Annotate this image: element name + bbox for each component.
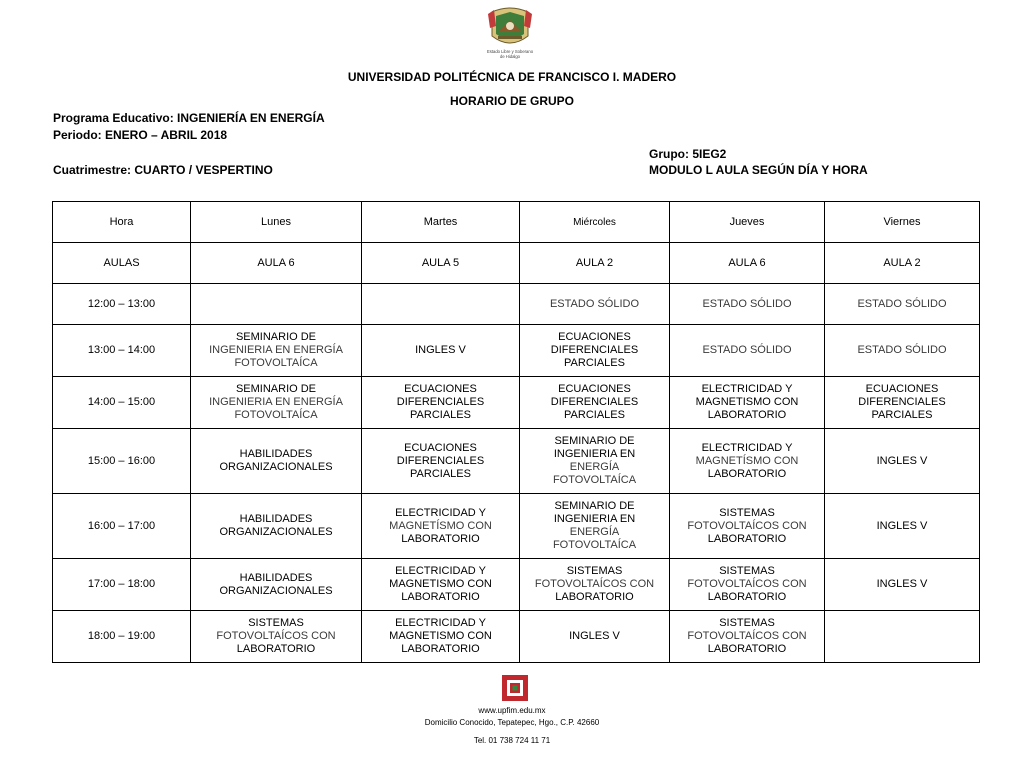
cell-text-line: DIFERENCIALES bbox=[396, 454, 485, 467]
schedule-table bbox=[52, 201, 980, 663]
class-cell bbox=[362, 377, 520, 429]
table-header-row-cell: Hora bbox=[53, 202, 191, 243]
cell-text-line: LABORATORIO bbox=[401, 643, 480, 655]
cell-text-line: ECUACIONES bbox=[865, 383, 939, 395]
cell-text-line: ESTADO SÓLIDO bbox=[857, 297, 947, 310]
periodo: Periodo: ENERO – ABRIL 2018 bbox=[53, 128, 228, 142]
table-row bbox=[53, 559, 980, 611]
class-cell bbox=[670, 377, 825, 429]
cell-text-line: MAGNETÍSMO CON bbox=[695, 454, 799, 467]
cell-text-line: LABORATORIO bbox=[707, 409, 787, 421]
schedule-subtitle: HORARIO DE GRUPO bbox=[449, 94, 574, 108]
cell-text-line: LABORATORIO bbox=[401, 591, 480, 603]
cell-text-line: LABORATORIO bbox=[236, 643, 316, 655]
hidalgo-seal-icon bbox=[484, 6, 536, 62]
cell-text-line: ECUACIONES bbox=[404, 383, 477, 395]
cell-text-line: HABILIDADES bbox=[239, 571, 313, 584]
cell-text-line: SISTEMAS bbox=[248, 617, 304, 629]
cell-text-line: PARCIALES bbox=[410, 409, 471, 421]
class-cell bbox=[520, 559, 670, 611]
table-row bbox=[53, 284, 980, 325]
class-cell bbox=[520, 611, 670, 663]
aulas-row-cell: AULA 5 bbox=[362, 243, 520, 284]
cell-text-line: ORGANIZACIONALES bbox=[219, 526, 333, 538]
aulas-row-cell: AULA 6 bbox=[670, 243, 825, 284]
class-cell bbox=[825, 429, 980, 494]
cell-text-line: SEMINARIO DE bbox=[554, 500, 635, 512]
class-cell bbox=[825, 494, 980, 559]
seal-caption-line-2: de Hidalgo bbox=[499, 54, 521, 59]
cell-text-line: INGLES V bbox=[876, 454, 928, 467]
cell-text-line: FOTOVOLTAÍCA bbox=[234, 409, 318, 421]
time-slot: 12:00 – 13:00 bbox=[53, 284, 191, 325]
class-cell bbox=[191, 284, 362, 325]
cell-text-line: MAGNETISMO CON bbox=[389, 578, 492, 590]
cell-text-line: MAGNETISMO CON bbox=[389, 630, 492, 642]
cell-text-line: ECUACIONES bbox=[558, 383, 631, 395]
table-row bbox=[53, 429, 980, 494]
cell-text-line: ENERGÍA bbox=[569, 526, 620, 538]
class-cell bbox=[362, 325, 520, 377]
programa-educativo: Programa Educativo: INGENIERÍA EN ENERGÍA bbox=[53, 111, 325, 125]
table-header-row bbox=[53, 202, 980, 243]
class-cell bbox=[520, 429, 670, 494]
cell-text-line: INGENIERIA EN bbox=[553, 448, 636, 460]
cell-text-line: SEMINARIO DE bbox=[235, 383, 317, 395]
class-cell bbox=[520, 377, 670, 429]
cell-text-line: DIFERENCIALES bbox=[858, 396, 946, 408]
cell-text-line: FOTOVOLTAÍCOS CON bbox=[687, 630, 807, 642]
cell-text-line: INGENIERIA EN ENERGÍA bbox=[209, 344, 343, 356]
aulas-row-cell: AULAS bbox=[53, 243, 191, 284]
class-cell bbox=[191, 611, 362, 663]
cell-text-line: SISTEMAS bbox=[566, 565, 623, 577]
cell-text-line: PARCIALES bbox=[564, 409, 625, 421]
cell-text-line: SEMINARIO DE bbox=[554, 435, 635, 447]
time-slot: 13:00 – 14:00 bbox=[53, 325, 191, 377]
cell-text-line: ESTADO SÓLIDO bbox=[549, 297, 640, 310]
footer-phone: Tel. 01 738 724 11 71 bbox=[473, 736, 551, 745]
cell-text-line: DIFERENCIALES bbox=[550, 344, 639, 356]
cell-text-line: LABORATORIO bbox=[707, 532, 787, 545]
cell-text-line: ECUACIONES bbox=[404, 441, 477, 454]
class-cell bbox=[520, 284, 670, 325]
table-row bbox=[53, 325, 980, 377]
class-cell bbox=[670, 325, 825, 377]
cell-text-line: INGLES V bbox=[876, 578, 928, 590]
cell-text-line: FOTOVOLTAÍCOS CON bbox=[687, 519, 807, 532]
cell-text-line: ESTADO SÓLIDO bbox=[702, 297, 792, 310]
time-slot: 14:00 – 15:00 bbox=[53, 377, 191, 429]
footer-address: Domicilio Conocido, Tepatepec, Hgo., C.P. 42660 bbox=[424, 718, 600, 727]
cell-text-line: ESTADO SÓLIDO bbox=[702, 344, 792, 356]
class-cell bbox=[670, 284, 825, 325]
cell-text-line: MAGNETISMO CON bbox=[695, 396, 799, 408]
table-row bbox=[53, 494, 980, 559]
class-cell bbox=[825, 611, 980, 663]
class-cell bbox=[520, 325, 670, 377]
class-cell bbox=[825, 559, 980, 611]
cell-text-line: FOTOVOLTAÍCOS CON bbox=[216, 630, 336, 642]
cell-text-line: FOTOVOLTAÍCOS CON bbox=[687, 578, 807, 590]
class-cell bbox=[670, 494, 825, 559]
cell-text-line: PARCIALES bbox=[871, 409, 933, 421]
cell-text-line: ELECTRICIDAD Y bbox=[701, 383, 793, 395]
table-header-row-cell: Viernes bbox=[825, 202, 980, 243]
class-cell bbox=[670, 559, 825, 611]
cell-text-line: ORGANIZACIONALES bbox=[219, 584, 333, 597]
time-slot: 17:00 – 18:00 bbox=[53, 559, 191, 611]
aulas-row-cell: AULA 2 bbox=[825, 243, 980, 284]
class-cell bbox=[825, 284, 980, 325]
cell-text-line: SISTEMAS bbox=[719, 617, 775, 629]
aulas-row bbox=[53, 243, 980, 284]
cuatrimestre: Cuatrimestre: CUARTO / VESPERTINO bbox=[53, 163, 273, 177]
cell-text-line: ESTADO SÓLIDO bbox=[857, 344, 947, 356]
cell-text-line: HABILIDADES bbox=[239, 513, 313, 525]
class-cell bbox=[825, 377, 980, 429]
cell-text-line: LABORATORIO bbox=[555, 591, 634, 603]
cell-text-line: ELECTRICIDAD Y bbox=[395, 565, 486, 577]
cell-text-line: ELECTRICIDAD Y bbox=[395, 506, 486, 519]
aulas-row-cell: AULA 2 bbox=[520, 243, 670, 284]
class-cell bbox=[191, 429, 362, 494]
class-cell bbox=[362, 494, 520, 559]
table-header-row-cell: Miércoles bbox=[520, 202, 670, 243]
cell-text-line: LABORATORIO bbox=[707, 643, 787, 655]
class-cell bbox=[362, 559, 520, 611]
class-cell bbox=[191, 325, 362, 377]
cell-text-line: LABORATORIO bbox=[401, 532, 480, 545]
cell-text-line: PARCIALES bbox=[410, 467, 471, 480]
university-title: UNIVERSIDAD POLITÉCNICA DE FRANCISCO I. MADERO bbox=[347, 70, 677, 84]
class-cell bbox=[670, 429, 825, 494]
modulo-aula: MODULO L AULA SEGÚN DÍA Y HORA bbox=[649, 163, 868, 177]
cell-text-line: INGENIERIA EN ENERGÍA bbox=[209, 396, 343, 408]
cell-text-line: FOTOVOLTAÍCA bbox=[552, 474, 637, 486]
cell-text-line: FOTOVOLTAÍCA bbox=[234, 357, 318, 369]
cell-text-line: ECUACIONES bbox=[558, 331, 631, 343]
cell-text-line: ELECTRICIDAD Y bbox=[701, 441, 793, 454]
cell-text-line: SISTEMAS bbox=[719, 506, 775, 519]
cell-text-line: ORGANIZACIONALES bbox=[219, 461, 333, 473]
class-cell bbox=[520, 494, 670, 559]
class-cell bbox=[362, 284, 520, 325]
cell-text-line: ENERGÍA bbox=[569, 461, 620, 473]
class-cell bbox=[191, 494, 362, 559]
cell-text-line: INGENIERIA EN bbox=[553, 513, 636, 525]
table-row bbox=[53, 611, 980, 663]
time-slot: 18:00 – 19:00 bbox=[53, 611, 191, 663]
class-cell bbox=[825, 325, 980, 377]
time-slot: 16:00 – 17:00 bbox=[53, 494, 191, 559]
aulas-row-cell: AULA 6 bbox=[191, 243, 362, 284]
cell-text-line: DIFERENCIALES bbox=[396, 396, 485, 408]
cell-text-line: SEMINARIO DE bbox=[235, 331, 317, 343]
cell-text-line: FOTOVOLTAÍCOS CON bbox=[534, 578, 655, 590]
cell-text-line: PARCIALES bbox=[564, 357, 625, 369]
cell-text-line: DIFERENCIALES bbox=[550, 396, 639, 408]
cell-text-line: INGLES V bbox=[876, 519, 928, 532]
cell-text-line: ELECTRICIDAD Y bbox=[395, 617, 486, 629]
time-slot: 15:00 – 16:00 bbox=[53, 429, 191, 494]
class-cell bbox=[191, 559, 362, 611]
seal-caption-line-1: Estado Libre y Soberano bbox=[486, 49, 534, 54]
cell-text-line: INGLES V bbox=[569, 630, 620, 642]
footer-website[interactable]: www.upfim.edu.mx bbox=[478, 706, 546, 715]
table-header-row-cell: Martes bbox=[362, 202, 520, 243]
table-row bbox=[53, 377, 980, 429]
upfim-logo-icon bbox=[500, 673, 530, 703]
table-header-row-cell: Jueves bbox=[670, 202, 825, 243]
grupo: Grupo: 5IEG2 bbox=[649, 147, 727, 161]
cell-text-line: FOTOVOLTAÍCA bbox=[552, 539, 637, 551]
cell-text-line: MAGNETÍSMO CON bbox=[389, 519, 492, 532]
class-cell bbox=[362, 611, 520, 663]
cell-text-line: HABILIDADES bbox=[239, 448, 313, 460]
class-cell bbox=[670, 611, 825, 663]
cell-text-line: SISTEMAS bbox=[719, 565, 775, 577]
class-cell bbox=[191, 377, 362, 429]
cell-text-line: LABORATORIO bbox=[707, 591, 787, 603]
class-cell bbox=[362, 429, 520, 494]
cell-text-line: INGLES V bbox=[415, 344, 466, 356]
cell-text-line: LABORATORIO bbox=[707, 467, 787, 480]
table-header-row-cell: Lunes bbox=[191, 202, 362, 243]
